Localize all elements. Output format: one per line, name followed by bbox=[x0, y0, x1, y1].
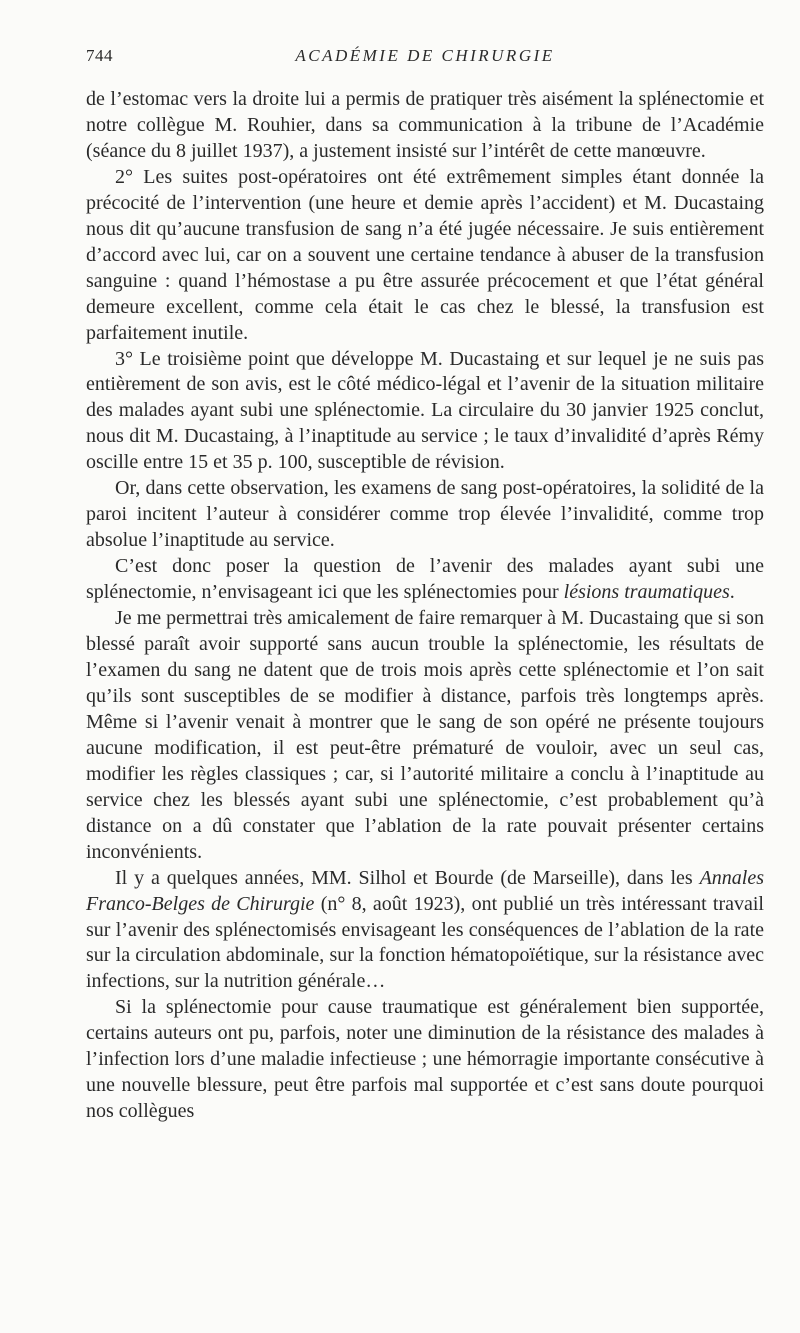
paragraph-text: Or, dans cette observation, les examens de sang post-opératoires, la solidité de la paroi incitent l’auteur à considérer comme trop élevée l’invalidité, comme trop absolue l’inaptitude au service. bbox=[86, 477, 764, 552]
paragraph bbox=[86, 347, 764, 477]
paragraph-text: . bbox=[729, 581, 735, 604]
journal-citation: Annales Franco-Belges de Chirurgie bbox=[86, 866, 764, 915]
paragraph-text: 2° Les suites post-opératoires ont été extrêmement simples étant donnée la précocité de l’intervention (une heure et demie après l’accident) et M. Ducastaing nous dit qu’aucune transfusion de sang n’a été jugée nécessaire. Je suis entièrement d’accord avec lui, car on a souvent une certaine tendance à abuser de la transfusion sanguine : quand l’hémostase a pu être assurée précocement et que l’état général demeure excellent, comme cela était le cas chez le blessé, la transfusion est parfaitement inutile. bbox=[86, 165, 764, 344]
paragraph bbox=[86, 995, 764, 1125]
paragraph-text: Si la splénectomie pour cause traumatique est généralement bien supportée, certains auteurs ont pu, parfois, noter une diminution de la résistance des malades à l’infection lors d’une maladie infectieuse ; une hémorragie importante consécutive à une nouvelle blessure, peut être parfois mal supportée et c’est sans doute pourquoi nos collègues bbox=[86, 996, 764, 1123]
paragraph-text: C’est donc poser la question de l’avenir des malades ayant subi une splénectomie, n’envisageant ici que les splénectomies pour bbox=[86, 555, 764, 604]
page-number: 744 bbox=[86, 46, 113, 65]
italic-term: lésions traumatiques bbox=[563, 581, 730, 604]
paragraph-text: (n° 8, août 1923), ont publié un très intéressant travail sur l’avenir des splénectomisés envisageant les conséquences de l’ablation de la rate sur la circulation abdominale, sur la fonction hématopoïétique, sur la résistance avec infections, sur la nutrition générale… bbox=[86, 892, 764, 993]
journal-title: ACADÉMIE DE CHIRURGIE bbox=[295, 46, 555, 65]
paragraph bbox=[86, 87, 764, 165]
paragraph bbox=[86, 165, 764, 347]
paragraph bbox=[86, 476, 764, 554]
article-body bbox=[86, 87, 764, 1125]
running-header bbox=[86, 46, 764, 70]
paragraph-text: 3° Le troisième point que développe M. Ducastaing et sur lequel je ne suis pas entièrement de son avis, est le côté médico-légal et l’avenir de la situation militaire des malades ayant subi une splénectomie. La circulaire du 30 janvier 1925 conclut, nous dit M. Ducastaing, à l’inaptitude au service ; le taux d’invalidité d’après Rémy oscille entre 15 et 35 p. 100, susceptible de révision. bbox=[86, 347, 764, 474]
paragraph-text: Il y a quelques années, MM. Silhol et Bourde (de Marseille), dans les bbox=[115, 866, 700, 889]
paragraph bbox=[86, 554, 764, 606]
paragraph-text: de l’estomac vers la droite lui a permis de pratiquer très aisément la splénectomie et notre collègue M. Rouhier, dans sa communication à la tribune de l’Académie (séance du 8 juillet 1937), a justement insisté sur l’intérêt de cette manœuvre. bbox=[86, 88, 764, 162]
paragraph bbox=[86, 606, 764, 866]
paragraph-text: Je me permettrai très amicalement de faire remarquer à M. Ducastaing que si son blessé paraît avoir supporté sans aucun trouble la splénectomie, les résultats de l’examen du sang ne datent que de trois mois après cette splénectomie et l’on sait qu’ils sont susceptibles de se modifier à distance, parfois très longtemps après. Même si l’avenir venait à montrer que le sang de son opéré ne présente toujours aucune modification, il est peut-être prématuré de vouloir, avec un seul cas, modifier les règles classiques ; car, si l’autorité militaire a conclu à l’inaptitude au service chez les blessés ayant subi une splénectomie, c’est probablement qu’à distance on a dû constater que l’ablation de la rate pouvait présenter certains inconvénients. bbox=[86, 607, 764, 863]
paragraph bbox=[86, 866, 764, 996]
